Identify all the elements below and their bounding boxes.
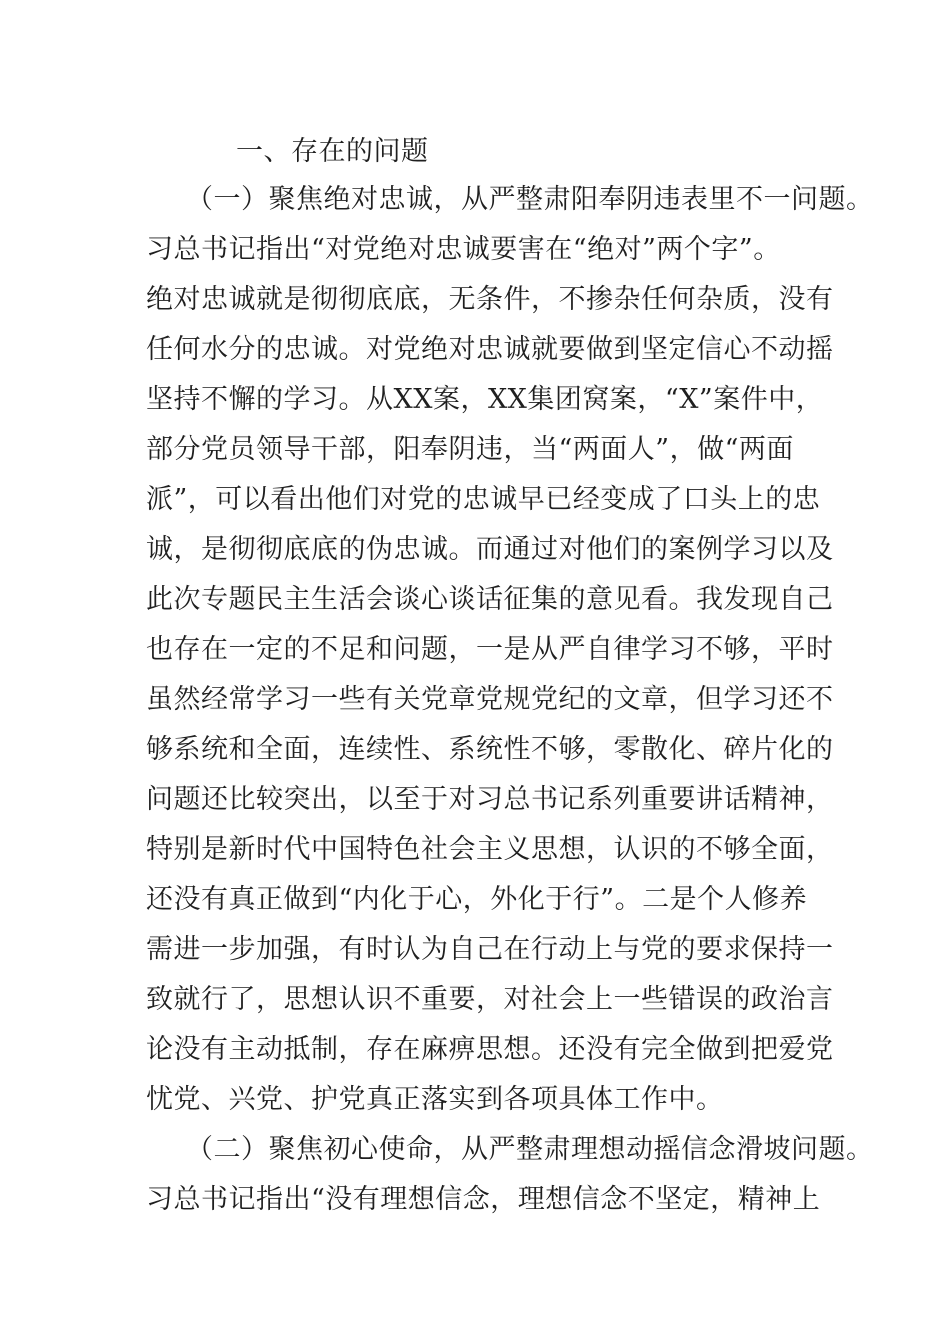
text-line: 习总书记指出“对党绝对忠诚要害在“绝对”两个字”。: [146, 234, 781, 265]
text-line: 也存在一定的不足和问题，一是从严自律学习不够，平时: [146, 634, 834, 665]
subsection-heading-2: （二）聚焦初心使命，从严整肃理想动摇信念滑坡问题。: [186, 1134, 874, 1165]
text-line: 任何水分的忠诚。对党绝对忠诚就要做到坚定信心不动摇: [146, 334, 834, 365]
text-line: 坚持不懈的学习。从XX案，XX集团窝案，“X”案件中，: [146, 384, 824, 415]
text-line: 需进一步加强，有时认为自己在行动上与党的要求保持一: [146, 934, 834, 965]
section-heading: 一、存在的问题: [236, 136, 429, 167]
text-line: 绝对忠诚就是彻彻底底，无条件，不掺杂任何杂质，没有: [146, 284, 834, 315]
text-line: 部分党员领导干部，阳奉阴违，当“两面人”，做“两面: [146, 434, 794, 465]
text-line: 虽然经常学习一些有关党章党规党纪的文章，但学习还不: [146, 684, 834, 715]
text-line: 论没有主动抵制，存在麻痹思想。还没有完全做到把爱党: [146, 1034, 834, 1065]
text-line: 此次专题民主生活会谈心谈话征集的意见看。我发现自己: [146, 584, 834, 615]
text-line: 问题还比较突出，以至于对习总书记系列重要讲话精神，: [146, 784, 834, 815]
text-line: 派”，可以看出他们对党的忠诚早已经变成了口头上的忠: [146, 484, 821, 515]
text-line: 习总书记指出“没有理想信念，理想信念不坚定，精神上: [146, 1184, 821, 1215]
text-line: 忧党、兴党、护党真正落实到各项具体工作中。: [146, 1084, 724, 1115]
text-line: 还没有真正做到“内化于心，外化于行”。二是个人修养: [146, 884, 808, 915]
text-line: 致就行了，思想认识不重要，对社会上一些错误的政治言: [146, 984, 834, 1015]
text-line: 够系统和全面，连续性、系统性不够，零散化、碎片化的: [146, 734, 834, 765]
text-line: 特别是新时代中国特色社会主义思想，认识的不够全面，: [146, 834, 834, 865]
text-line: 诚，是彻彻底底的伪忠诚。而通过对他们的案例学习以及: [146, 534, 834, 565]
subsection-heading-1: （一）聚焦绝对忠诚，从严整肃阳奉阴违表里不一问题。: [186, 184, 874, 215]
